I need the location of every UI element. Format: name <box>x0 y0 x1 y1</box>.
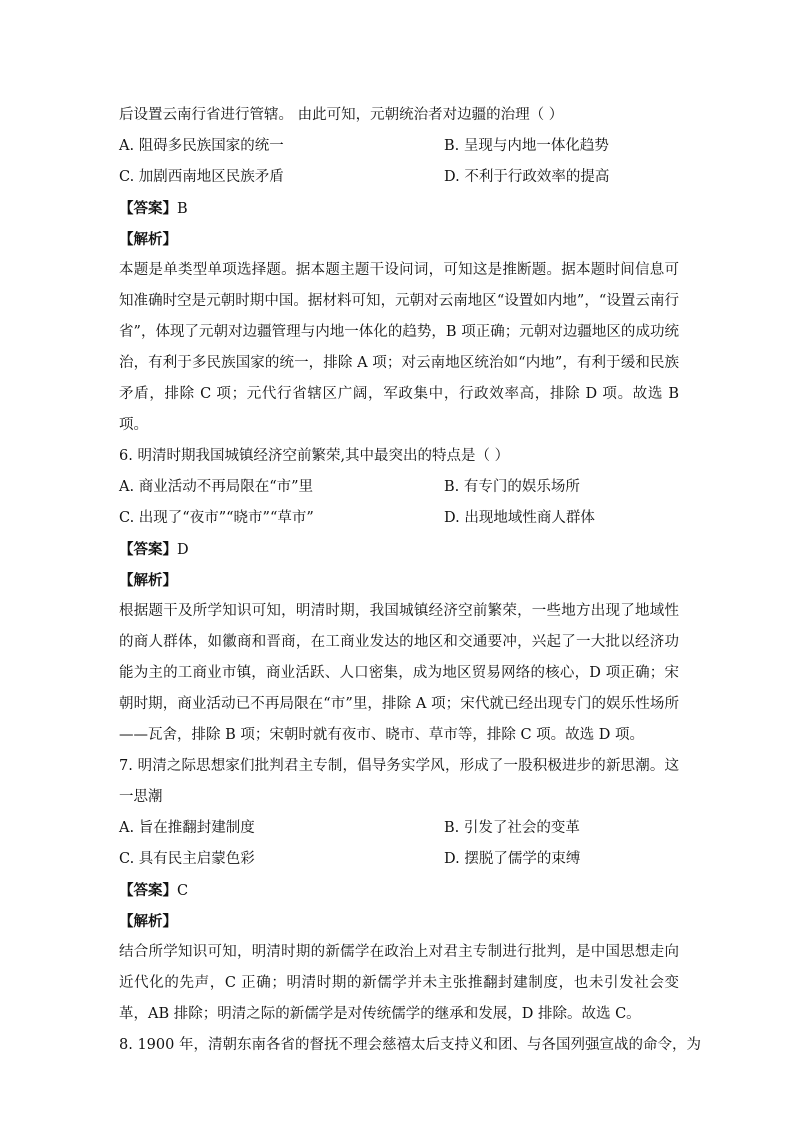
q5-option-d: D. 不利于行政效率的提高 <box>444 169 610 185</box>
q6-option-a: A. 商业活动不再局限在“市”里 <box>119 479 314 495</box>
q5-options-row-1 <box>119 131 679 162</box>
q7-answer <box>119 875 679 906</box>
q5-answer-tag: 【答案】 <box>119 200 177 217</box>
q6-stem: 6. 明清时期我国城镇经济空前繁荣,其中最突出的特点是（ ） <box>119 448 510 464</box>
q6-option-c: C. 出现了“夜市”“晓市”“草市” <box>119 510 314 526</box>
q5-options-row-2 <box>119 162 679 193</box>
q7-analysis-tag: 【解析】 <box>119 913 177 930</box>
q6-analysis-tag: 【解析】 <box>119 572 177 589</box>
q8-stem: 8. 1900 年，清朝东南各省的督抚不理会慈禧太后支持义和团、与各国列强宣战的命令，为 <box>119 1037 701 1053</box>
q5-analysis: 本题是单类型单项选择题。据本题主题干设问词，可知这是推断题。据本题时间信息可知准确时空是元朝时期中国。据材料可知，元朝对云南地区“设置如内地”，“设置云南行省”，体现了元朝对边疆管理与内地一体化的趋势，B 项正确；元朝对边疆地区的成功统治，有利于多民族国家的统一，排除 A 项；对云南地区统治如“内地”，有利于缓和民族矛盾，排除 C 项；元代行省辖区广阔，军政集中，行政效率高，排除 D 项。故选 B 项。 <box>119 262 679 433</box>
q6-options-row-1 <box>119 472 679 503</box>
q6-options-row-2 <box>119 503 679 534</box>
q6-answer-tag: 【答案】 <box>119 541 177 558</box>
q5-option-c: C. 加剧西南地区民族矛盾 <box>119 169 284 185</box>
q6-analysis: 根据题干及所学知识可知，明清时期，我国城镇经济空前繁荣，一些地方出现了地域性的商人群体，如徽商和晋商，在工商业发达的地区和交通要冲，兴起了一大批以经济功能为主的工商业市镇，商业活跃、人口密集，成为地区贸易网络的核心，D 项正确；宋朝时期，商业活动已不再局限在“市”里，排除 A 项；宋代就已经出现专门的娱乐性场所——瓦舍，排除 B 项；宋朝时就有夜市、晓市、草市等，排除 C 项。故选 D 项。 <box>119 603 679 743</box>
q7-option-c: C. 具有民主启蒙色彩 <box>119 851 255 867</box>
q5-analysis-tag: 【解析】 <box>119 231 177 248</box>
q6-option-d: D. 出现地域性商人群体 <box>444 510 595 526</box>
q7-options-row-2 <box>119 844 679 875</box>
q7-option-d: D. 摆脱了儒学的束缚 <box>444 851 581 867</box>
q7-answer-value: C <box>177 883 189 899</box>
q7-option-b: B. 引发了社会的变革 <box>444 820 580 836</box>
q5-option-b: B. 呈现与内地一体化趋势 <box>444 138 609 154</box>
q7-analysis: 结合所学知识可知，明清时期的新儒学在政治上对君主专制进行批判，是中国思想走向近代化的先声，C 正确；明清时期的新儒学并未主张推翻封建制度，也未引发社会变革，AB 排除；明清之际的新儒学是对传统儒学的继承和发展，D 排除。故选 C。 <box>119 944 679 1022</box>
q6-answer-value: D <box>177 542 189 558</box>
q7-options-row-1 <box>119 813 679 844</box>
q5-option-a: A. 阻碍多民族国家的统一 <box>119 138 284 154</box>
q6-answer <box>119 534 679 565</box>
q5-answer-value: B <box>177 201 188 217</box>
q7-option-a: A. 旨在推翻封建制度 <box>119 820 255 836</box>
q7-stem: 7. 明清之际思想家们批判君主专制，倡导务实学风，形成了一股积极进步的新思潮。这一思潮 <box>119 758 679 805</box>
q5-stem-tail: 后设置云南行省进行管辖。 由此可知，元朝统治者对边疆的治理（ ） <box>119 107 564 123</box>
q6-option-b: B. 有专门的娱乐场所 <box>444 479 580 495</box>
document-page <box>119 100 701 1061</box>
q5-answer <box>119 193 679 224</box>
q7-answer-tag: 【答案】 <box>119 882 177 899</box>
